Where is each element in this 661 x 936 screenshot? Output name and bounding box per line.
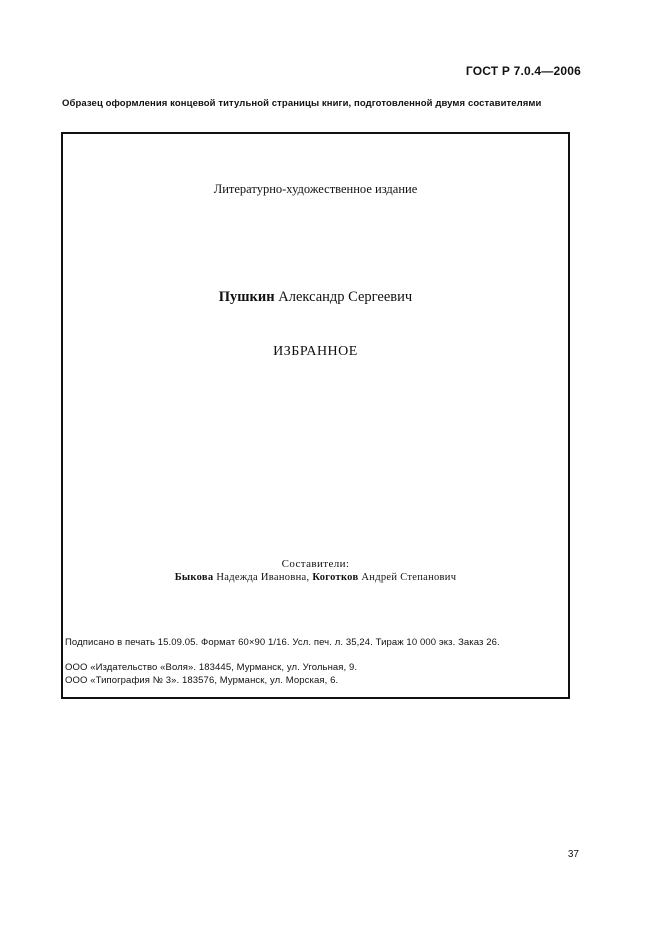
figure-caption: Образец оформления концевой титульной страницы книги, подготовленной двумя составителями (62, 98, 542, 109)
compiler2-surname: Коготков (312, 572, 359, 583)
imprint-printer: ООО «Типография № 3». 183576, Мурманск, ул. Морская, 6. (65, 675, 339, 686)
author-given-names: Александр Сергеевич (278, 289, 413, 305)
compiler2-given-names: Андрей Степанович (361, 572, 457, 583)
compilers-names (63, 572, 568, 583)
author-surname: Пушкин (218, 289, 275, 305)
compiler1-surname: Быкова (174, 572, 214, 583)
compiler1-given-names: Надежда Ивановна, (216, 572, 310, 583)
imprint-print-info: Подписано в печать 15.09.05. Формат 60×90 1/16. Усл. печ. л. 35,24. Тираж 10 000 экз. Заказ 26. (65, 637, 500, 648)
book-title: ИЗБРАННОЕ (273, 344, 358, 359)
page-number: 37 (567, 849, 579, 860)
standard-code: ГОСТ Р 7.0.4—2006 (465, 64, 581, 78)
compilers-label: Составители: (281, 558, 350, 570)
edition-type: Литературно-художественное издание (213, 182, 418, 196)
author (63, 289, 568, 306)
title-page-frame (61, 132, 570, 699)
imprint-publisher: ООО «Издательство «Воля». 183445, Мурманск, ул. Угольная, 9. (65, 662, 358, 673)
